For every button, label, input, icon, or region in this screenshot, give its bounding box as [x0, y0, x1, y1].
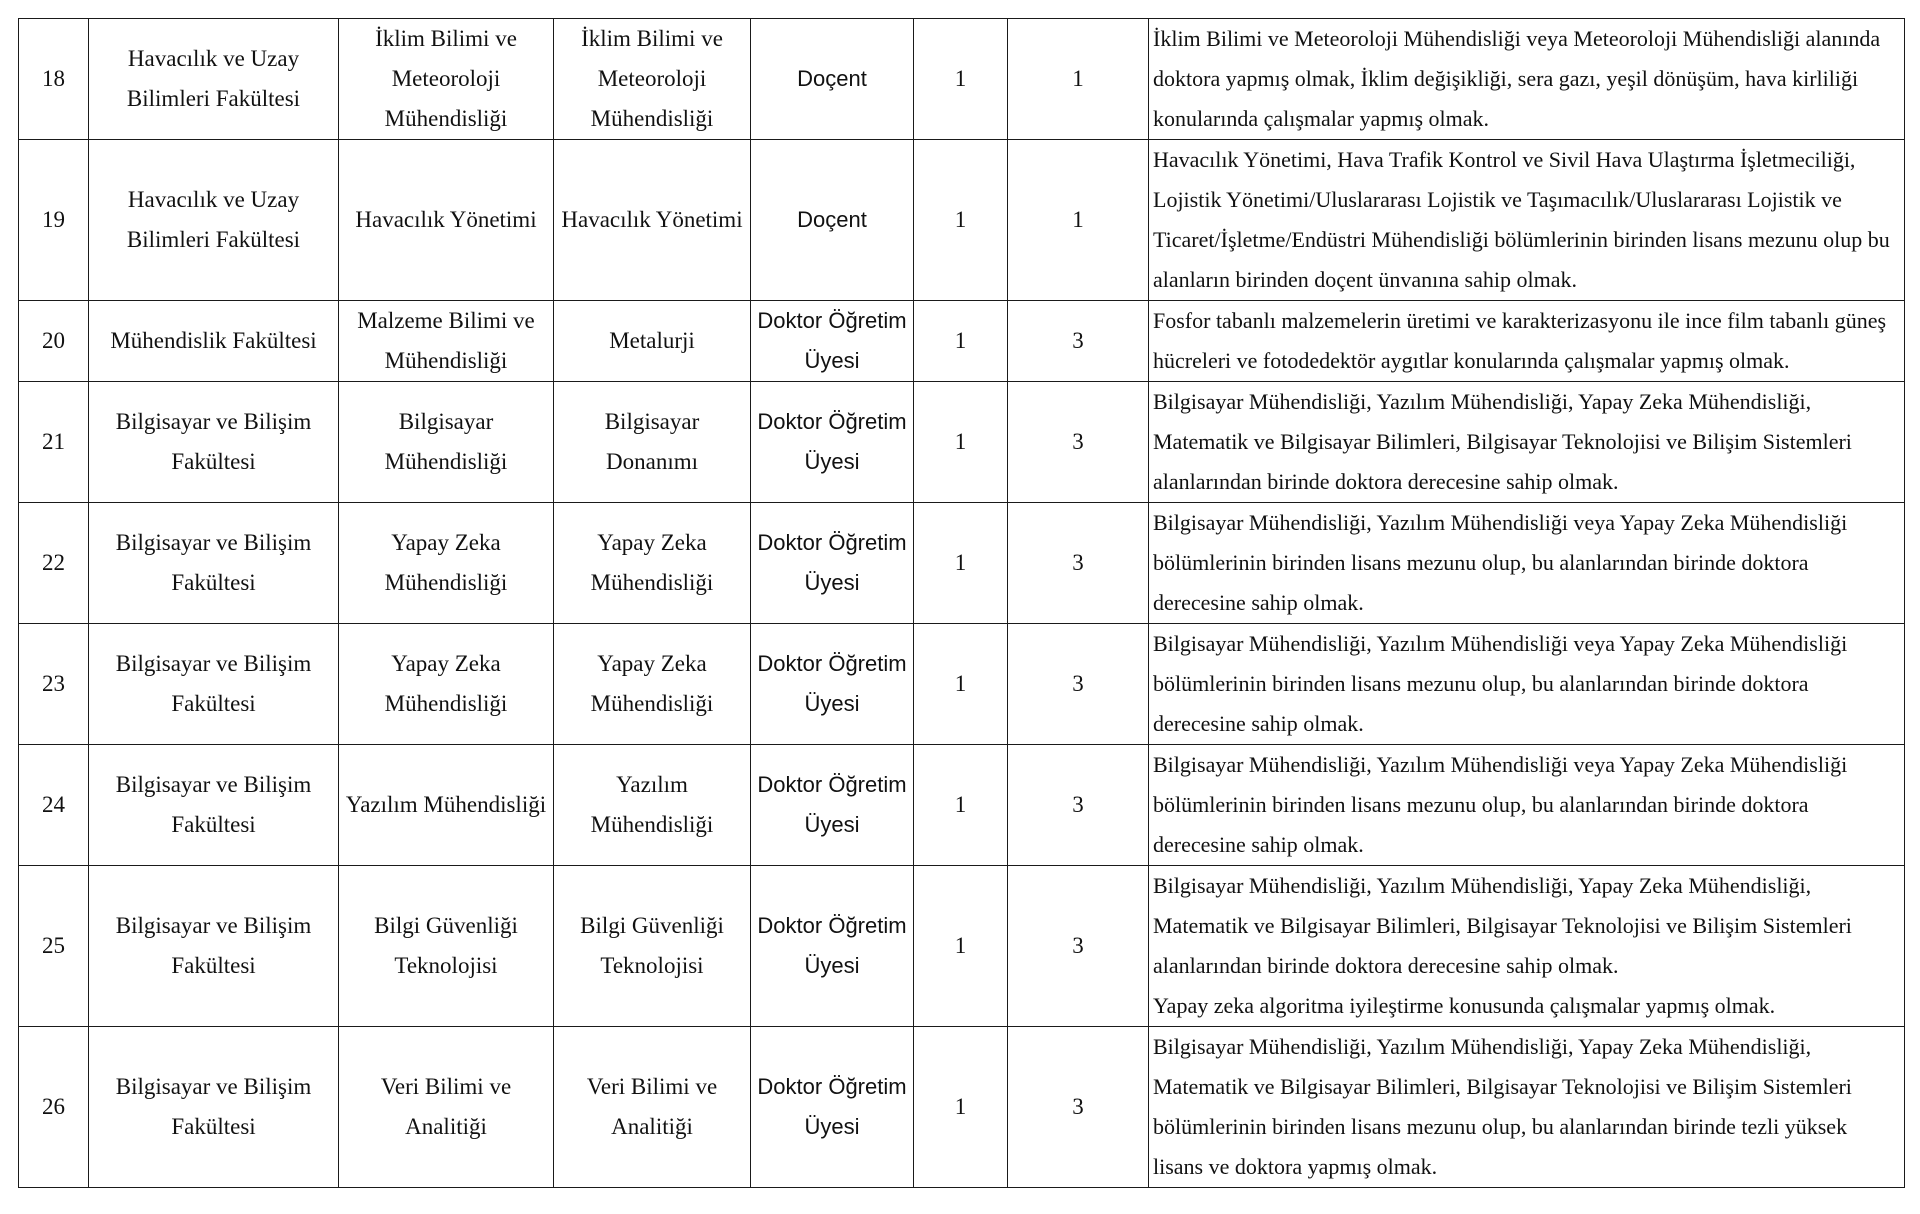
faculty-cell: Bilgisayar ve Bilişim Fakültesi	[89, 382, 339, 503]
department-cell: Veri Bilimi ve Analitiği	[339, 1027, 554, 1188]
faculty-cell: Bilgisayar ve Bilişim Fakültesi	[89, 624, 339, 745]
table-body	[19, 19, 1905, 1188]
subfield-cell: Yapay Zeka Mühendisliği	[554, 503, 751, 624]
position-count-cell: 3	[1008, 301, 1149, 382]
requirements-cell: Havacılık Yönetimi, Hava Trafik Kontrol ve Sivil Hava Ulaştırma İşletmeciliği, Lojistik Yönetimi/Uluslararası Lojistik ve Taşımacılık/Uluslararası Lojistik ve Ticaret/İşletme/Endüstri Mühendisliği bölümlerinin birinden lisans mezunu olup bu alanların birinden doçent ünvanına sahip olmak.	[1149, 140, 1905, 301]
table-row	[19, 301, 1905, 382]
department-cell: Bilgisayar Mühendisliği	[339, 382, 554, 503]
academic-title-cell: Doktor Öğretim Üyesi	[751, 382, 914, 503]
subfield-cell: Yazılım Mühendisliği	[554, 745, 751, 866]
degree-cell: 1	[914, 866, 1008, 1027]
subfield-cell: Bilgi Güvenliği Teknolojisi	[554, 866, 751, 1027]
academic-title-cell: Doktor Öğretim Üyesi	[751, 301, 914, 382]
subfield-cell: İklim Bilimi ve Meteoroloji Mühendisliği	[554, 19, 751, 140]
row-number: 25	[19, 866, 89, 1027]
row-number: 23	[19, 624, 89, 745]
row-number: 24	[19, 745, 89, 866]
table-row	[19, 19, 1905, 140]
table-row	[19, 382, 1905, 503]
requirements-cell: Bilgisayar Mühendisliği, Yazılım Mühendisliği, Yapay Zeka Mühendisliği, Matematik ve Bilgisayar Bilimleri, Bilgisayar Teknolojisi ve Bilişim Sistemleri alanlarından birinde doktora derecesine sahip olmak. Yapay zeka algoritma iyileştirme konusunda çalışmalar yapmış olmak.	[1149, 866, 1905, 1027]
requirements-cell: Bilgisayar Mühendisliği, Yazılım Mühendisliği, Yapay Zeka Mühendisliği, Matematik ve Bilgisayar Bilimleri, Bilgisayar Teknolojisi ve Bilişim Sistemleri alanlarından birinde doktora derecesine sahip olmak.	[1149, 382, 1905, 503]
position-count-cell: 3	[1008, 866, 1149, 1027]
table-row	[19, 745, 1905, 866]
degree-cell: 1	[914, 301, 1008, 382]
academic-title-cell: Doktor Öğretim Üyesi	[751, 745, 914, 866]
academic-title-cell: Doktor Öğretim Üyesi	[751, 866, 914, 1027]
degree-cell: 1	[914, 624, 1008, 745]
requirements-cell: Bilgisayar Mühendisliği, Yazılım Mühendisliği veya Yapay Zeka Mühendisliği bölümlerinin birinden lisans mezunu olup, bu alanlarından birinde doktora derecesine sahip olmak.	[1149, 624, 1905, 745]
position-count-cell: 1	[1008, 140, 1149, 301]
degree-cell: 1	[914, 1027, 1008, 1188]
row-number: 26	[19, 1027, 89, 1188]
academic-title-cell: Doçent	[751, 19, 914, 140]
faculty-cell: Havacılık ve Uzay Bilimleri Fakültesi	[89, 19, 339, 140]
position-count-cell: 3	[1008, 503, 1149, 624]
position-count-cell: 1	[1008, 19, 1149, 140]
subfield-cell: Metalurji	[554, 301, 751, 382]
row-number: 20	[19, 301, 89, 382]
faculty-cell: Bilgisayar ve Bilişim Fakültesi	[89, 745, 339, 866]
subfield-cell: Havacılık Yönetimi	[554, 140, 751, 301]
department-cell: Yapay Zeka Mühendisliği	[339, 624, 554, 745]
faculty-cell: Bilgisayar ve Bilişim Fakültesi	[89, 866, 339, 1027]
subfield-cell: Veri Bilimi ve Analitiği	[554, 1027, 751, 1188]
position-count-cell: 3	[1008, 382, 1149, 503]
row-number: 22	[19, 503, 89, 624]
position-count-cell: 3	[1008, 624, 1149, 745]
department-cell: Malzeme Bilimi ve Mühendisliği	[339, 301, 554, 382]
department-cell: Yazılım Mühendisliği	[339, 745, 554, 866]
requirements-cell: Bilgisayar Mühendisliği, Yazılım Mühendisliği veya Yapay Zeka Mühendisliği bölümlerinin birinden lisans mezunu olup, bu alanlarından birinde doktora derecesine sahip olmak.	[1149, 503, 1905, 624]
table-row	[19, 503, 1905, 624]
table-row	[19, 866, 1905, 1027]
degree-cell: 1	[914, 382, 1008, 503]
position-count-cell: 3	[1008, 1027, 1149, 1188]
faculty-cell: Bilgisayar ve Bilişim Fakültesi	[89, 1027, 339, 1188]
degree-cell: 1	[914, 503, 1008, 624]
degree-cell: 1	[914, 140, 1008, 301]
degree-cell: 1	[914, 745, 1008, 866]
academic-title-cell: Doktor Öğretim Üyesi	[751, 503, 914, 624]
academic-title-cell: Doktor Öğretim Üyesi	[751, 624, 914, 745]
subfield-cell: Yapay Zeka Mühendisliği	[554, 624, 751, 745]
row-number: 21	[19, 382, 89, 503]
positions-table	[18, 18, 1905, 1188]
faculty-cell: Mühendislik Fakültesi	[89, 301, 339, 382]
faculty-cell: Havacılık ve Uzay Bilimleri Fakültesi	[89, 140, 339, 301]
requirements-cell: Bilgisayar Mühendisliği, Yazılım Mühendisliği veya Yapay Zeka Mühendisliği bölümlerinin birinden lisans mezunu olup, bu alanlarından birinde doktora derecesine sahip olmak.	[1149, 745, 1905, 866]
department-cell: İklim Bilimi ve Meteoroloji Mühendisliği	[339, 19, 554, 140]
table-row	[19, 1027, 1905, 1188]
department-cell: Yapay Zeka Mühendisliği	[339, 503, 554, 624]
table-row	[19, 140, 1905, 301]
degree-cell: 1	[914, 19, 1008, 140]
table-row	[19, 624, 1905, 745]
requirements-cell: İklim Bilimi ve Meteoroloji Mühendisliği veya Meteoroloji Mühendisliği alanında doktora yapmış olmak, İklim değişikliği, sera gazı, yeşil dönüşüm, hava kirliliği konularında çalışmalar yapmış olmak.	[1149, 19, 1905, 140]
requirements-cell: Bilgisayar Mühendisliği, Yazılım Mühendisliği, Yapay Zeka Mühendisliği, Matematik ve Bilgisayar Bilimleri, Bilgisayar Teknolojisi ve Bilişim Sistemleri bölümlerinin birinden lisans mezunu olup, bu alanlarından birinde tezli yüksek lisans ve doktora yapmış olmak.	[1149, 1027, 1905, 1188]
row-number: 18	[19, 19, 89, 140]
requirements-cell: Fosfor tabanlı malzemelerin üretimi ve karakterizasyonu ile ince film tabanlı güneş hücreleri ve fotodedektör aygıtlar konularında çalışmalar yapmış olmak.	[1149, 301, 1905, 382]
department-cell: Havacılık Yönetimi	[339, 140, 554, 301]
row-number: 19	[19, 140, 89, 301]
faculty-cell: Bilgisayar ve Bilişim Fakültesi	[89, 503, 339, 624]
position-count-cell: 3	[1008, 745, 1149, 866]
department-cell: Bilgi Güvenliği Teknolojisi	[339, 866, 554, 1027]
subfield-cell: Bilgisayar Donanımı	[554, 382, 751, 503]
academic-title-cell: Doçent	[751, 140, 914, 301]
academic-title-cell: Doktor Öğretim Üyesi	[751, 1027, 914, 1188]
